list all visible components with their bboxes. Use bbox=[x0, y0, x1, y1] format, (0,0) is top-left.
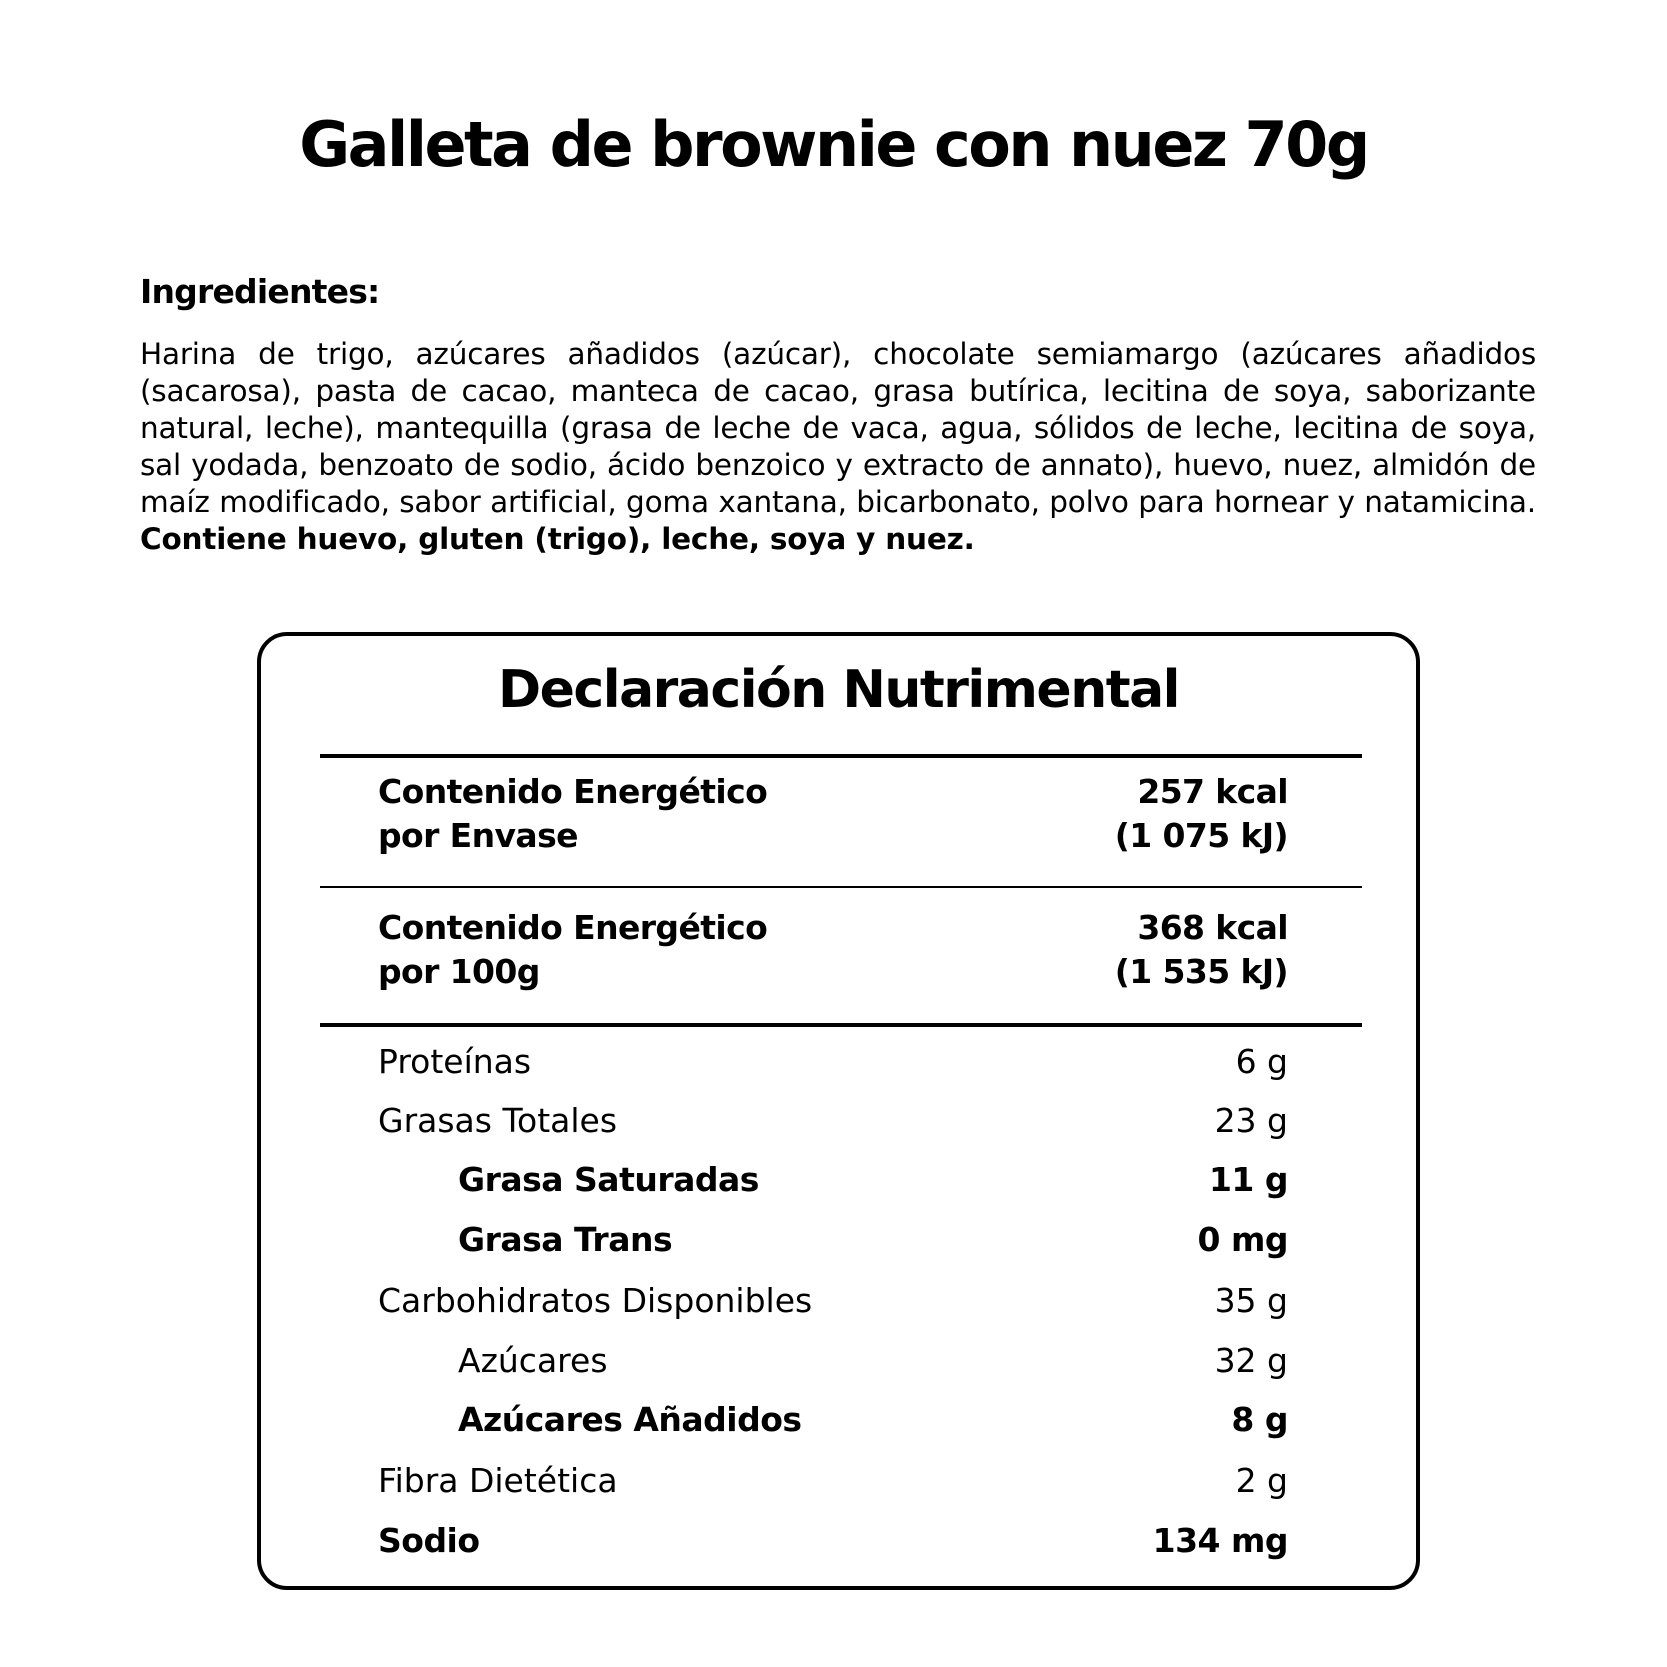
energy-value bbox=[1115, 770, 1288, 858]
energy-kcal: 368 kcal bbox=[1137, 908, 1288, 947]
nutrition-facts-panel bbox=[257, 632, 1420, 1590]
nutrient-value: 23 g bbox=[1214, 1101, 1288, 1140]
nutrient-label: Fibra Dietética bbox=[378, 1461, 618, 1500]
nutrient-label: Proteínas bbox=[378, 1042, 532, 1081]
energy-label-line2: por 100g bbox=[378, 952, 540, 991]
energy-label bbox=[378, 770, 767, 858]
nutrient-row-grasa-saturadas bbox=[378, 1160, 1288, 1200]
nutrient-label: Sodio bbox=[378, 1521, 480, 1560]
energy-label-line1: Contenido Energético bbox=[378, 908, 768, 947]
nutrient-value: 35 g bbox=[1214, 1281, 1288, 1320]
energy-kcal: 257 kcal bbox=[1137, 772, 1288, 811]
nutrient-row-azucares-anadidos bbox=[378, 1400, 1288, 1440]
nutrient-label: Grasa Trans bbox=[458, 1220, 673, 1259]
ingredients-text bbox=[140, 336, 1536, 558]
nutrient-value: 8 g bbox=[1231, 1400, 1288, 1439]
ingredients-heading: Ingredientes: bbox=[140, 272, 380, 311]
nutrient-label: Azúcares bbox=[458, 1341, 608, 1380]
nutrient-value: 0 mg bbox=[1197, 1220, 1288, 1259]
nutrient-value: 2 g bbox=[1235, 1461, 1288, 1500]
nutrient-label: Grasas Totales bbox=[378, 1101, 618, 1140]
product-title: Galleta de brownie con nuez 70g bbox=[299, 108, 1368, 181]
nutrient-value: 6 g bbox=[1235, 1042, 1288, 1081]
nutrient-value: 11 g bbox=[1208, 1160, 1288, 1199]
divider-thick bbox=[320, 1023, 1362, 1027]
energy-kj: (1 535 kJ) bbox=[1114, 952, 1288, 991]
energy-per-100g bbox=[378, 906, 1288, 994]
energy-value bbox=[1115, 906, 1288, 994]
nutrient-row-fibra bbox=[378, 1461, 1288, 1501]
divider-thin bbox=[320, 886, 1362, 888]
energy-label bbox=[378, 906, 767, 994]
energy-label-line2: por Envase bbox=[378, 816, 578, 855]
nutrition-title: Declaración Nutrimental bbox=[497, 660, 1179, 720]
nutrient-row-grasa-trans bbox=[378, 1220, 1288, 1260]
nutrient-label: Azúcares Añadidos bbox=[458, 1400, 802, 1439]
nutrient-row-proteinas bbox=[378, 1042, 1288, 1082]
nutrient-row-carbohidratos bbox=[378, 1281, 1288, 1321]
nutrient-label: Carbohidratos Disponibles bbox=[378, 1281, 813, 1320]
nutrient-value: 134 mg bbox=[1152, 1521, 1288, 1560]
energy-per-package bbox=[378, 770, 1288, 858]
nutrient-row-grasas-totales bbox=[378, 1101, 1288, 1141]
energy-label-line1: Contenido Energético bbox=[378, 772, 768, 811]
nutrient-row-azucares bbox=[378, 1341, 1288, 1381]
energy-kj: (1 075 kJ) bbox=[1114, 816, 1288, 855]
divider-thick bbox=[320, 754, 1362, 758]
allergen-statement: Contiene huevo, gluten (trigo), leche, soya y nuez. bbox=[140, 522, 975, 556]
nutrient-value: 32 g bbox=[1214, 1341, 1288, 1380]
ingredients-list: Harina de trigo, azúcares añadidos (azúcar), chocolate semiamargo (azúcares añadidos (sacarosa), pasta de cacao, manteca de cacao, grasa butírica, lecitina de soya, saborizante natural, leche), mantequilla (grasa de leche de vaca, agua, sólidos de leche, lecitina de soya, sal yodada, benzoato de sodio, ácido benzoico y extracto de annato), huevo, nuez, almidón de maíz modificado, sabor artificial, goma xantana, bicarbonato, polvo para hornear y natamicina. bbox=[140, 337, 1536, 519]
nutrient-label: Grasa Saturadas bbox=[458, 1160, 759, 1199]
nutrient-row-sodio bbox=[378, 1521, 1288, 1561]
